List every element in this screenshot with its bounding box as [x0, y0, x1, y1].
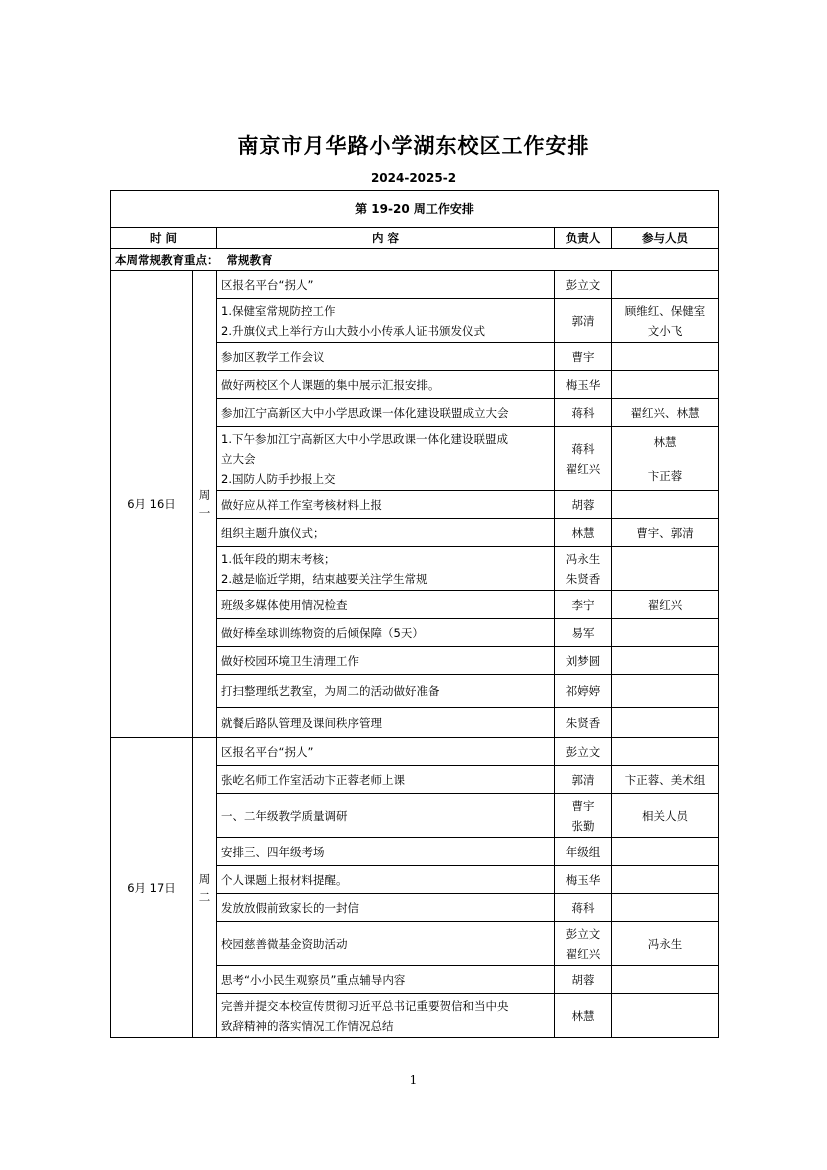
owner-name: 彭立文 — [565, 744, 601, 759]
task-participants-cell — [612, 619, 719, 647]
task-content-cell — [217, 766, 555, 794]
task-participants-cell — [612, 894, 719, 922]
task-line: 张屹名师工作室活动卞正蓉老师上课 — [221, 772, 405, 787]
table-header-row — [111, 228, 719, 249]
owner-name: 刘梦圆 — [565, 653, 601, 668]
task-participants-cell — [612, 343, 719, 371]
owner-name: 张勤 — [571, 818, 595, 833]
task-participants-cell — [612, 519, 719, 547]
task-line: 2.越是临近学期，结束越要关注学生常规 — [221, 571, 428, 586]
weekly-focus — [111, 249, 719, 271]
owner-name: 胡蓉 — [571, 972, 595, 987]
owner-name: 林慧 — [571, 525, 595, 540]
task-owner-cell — [555, 708, 612, 738]
owner-name: 翟红兴 — [565, 946, 601, 961]
owner-name: 彭立文 — [565, 277, 601, 292]
owner-name: 梅玉华 — [565, 872, 601, 887]
page-number: 1 — [409, 1073, 418, 1087]
participant-name: 翟红兴、林慧 — [630, 405, 700, 420]
task-owner-cell — [555, 343, 612, 371]
task-line: 校园慈善微基金资助活动 — [221, 936, 348, 951]
task-participants-cell — [612, 647, 719, 675]
task-line: 班级多媒体使用情况检查 — [221, 597, 348, 612]
participant-name: 曹宇、郭清 — [636, 525, 694, 540]
task-owner-cell — [555, 994, 612, 1038]
task-line: 致辞精神的落实情况工作情况总结 — [221, 1018, 394, 1033]
task-owner-cell — [555, 491, 612, 519]
header-time: 时 间 — [111, 228, 217, 249]
task-owner-cell — [555, 591, 612, 619]
task-line: 1.低年段的期末考核； — [221, 551, 336, 566]
owner-name: 李宁 — [571, 597, 595, 612]
week-title: 第 19-20 周工作安排 — [111, 191, 719, 228]
task-line: 完善并提交本校宣传贯彻习近平总书记重要贺信和当中央 — [221, 998, 509, 1013]
task-line: 个人课题上报材料提醒。 — [221, 872, 348, 887]
task-line: 区报名平台“拐人” — [221, 277, 314, 292]
task-content-cell — [217, 647, 555, 675]
task-participants-cell — [612, 675, 719, 708]
task-line: 就餐后路队管理及课间秩序管理 — [221, 715, 382, 730]
task-owner-cell — [555, 619, 612, 647]
task-content-cell — [217, 519, 555, 547]
task-participants-cell — [612, 866, 719, 894]
participant-name: 卞正蓉、美术组 — [624, 772, 706, 787]
task-participants-cell — [612, 371, 719, 399]
task-line: 1.下午参加江宁高新区大中小学思政课一体化建设联盟成 — [221, 431, 508, 446]
task-content-cell — [217, 619, 555, 647]
task-line: 参加江宁高新区大中小学思政课一体化建设联盟成立大会 — [221, 405, 509, 420]
task-participants-cell — [612, 591, 719, 619]
owner-name: 梅玉华 — [565, 377, 601, 392]
task-participants-cell — [612, 491, 719, 519]
participant-name: 冯永生 — [647, 936, 683, 951]
task-owner-cell — [555, 647, 612, 675]
participant-name: 翟红兴 — [647, 597, 683, 612]
task-content-cell — [217, 866, 555, 894]
owner-name: 蒋科 — [571, 405, 595, 420]
task-line: 做好校园环境卫生清理工作 — [221, 653, 359, 668]
task-line: 发放放假前致家长的一封信 — [221, 900, 359, 915]
task-line: 做好棒垒球训练物资的后倾保障（5天） — [221, 625, 424, 640]
task-content-cell — [217, 922, 555, 966]
weekly-focus-label: 本周常规教育重点： — [115, 252, 219, 267]
task-owner-cell — [555, 966, 612, 994]
task-participants-cell — [612, 399, 719, 427]
task-owner-cell — [555, 299, 612, 343]
owner-name: 郭清 — [571, 772, 595, 787]
task-content-cell — [217, 838, 555, 866]
header-owner: 负责人 — [555, 228, 612, 249]
task-line: 立大会 — [221, 451, 256, 466]
owner-name: 林慧 — [571, 1008, 595, 1023]
participant-name: 顾维红、保健室 — [624, 303, 706, 318]
task-line: 安排三、四年级考场 — [221, 844, 325, 859]
task-line: 2.国防人防手抄报上交 — [221, 471, 336, 486]
task-line: 一、二年级教学质量调研 — [221, 808, 348, 823]
task-participants-cell — [612, 547, 719, 591]
task-content-cell — [217, 894, 555, 922]
task-owner-cell — [555, 794, 612, 838]
task-content-cell — [217, 427, 555, 491]
participant-name: 相关人员 — [642, 808, 688, 823]
task-owner-cell — [555, 271, 612, 299]
task-participants-cell — [612, 966, 719, 994]
owner-name: 朱贤香 — [565, 571, 601, 586]
owner-name: 郭清 — [571, 313, 595, 328]
task-line: 做好应从祥工作室考核材料上报 — [221, 497, 382, 512]
task-content-cell — [217, 371, 555, 399]
task-content-cell — [217, 708, 555, 738]
task-content-cell — [217, 966, 555, 994]
weekday-char: 周 — [198, 488, 211, 502]
task-participants-cell — [612, 994, 719, 1038]
day-date-cell: 6月 16日 — [111, 271, 193, 738]
task-content-cell — [217, 794, 555, 838]
task-content-cell — [217, 738, 555, 766]
day-date-cell: 6月 17日 — [111, 738, 193, 1038]
task-participants-cell — [612, 427, 719, 491]
task-line: 组织主题升旗仪式； — [221, 525, 325, 540]
task-owner-cell — [555, 547, 612, 591]
task-owner-cell — [555, 766, 612, 794]
owner-name: 易军 — [571, 625, 595, 640]
task-line: 1.保健室常规防控工作 — [221, 303, 336, 318]
task-owner-cell — [555, 427, 612, 491]
task-content-cell — [217, 547, 555, 591]
task-participants-cell — [612, 738, 719, 766]
weekday-cell — [193, 271, 217, 738]
task-participants-cell — [612, 271, 719, 299]
weekday-char: 周 — [198, 871, 211, 886]
owner-name: 冯永生 — [565, 551, 601, 566]
task-content-cell — [217, 675, 555, 708]
task-participants-cell — [612, 299, 719, 343]
participant-name: 文小飞 — [647, 323, 683, 338]
task-line: 做好两校区个人课题的集中展示汇报安排。 — [221, 377, 440, 392]
task-participants-cell — [612, 794, 719, 838]
participant-name: 林慧 — [653, 434, 677, 449]
task-content-cell — [217, 491, 555, 519]
header-participants: 参与人员 — [612, 228, 719, 249]
schedule-table — [110, 190, 719, 1038]
task-participants-cell — [612, 922, 719, 966]
task-owner-cell — [555, 922, 612, 966]
owner-name: 翟红兴 — [565, 461, 601, 476]
task-content-cell — [217, 994, 555, 1038]
weekday-char: 一 — [198, 506, 211, 520]
task-content-cell — [217, 299, 555, 343]
weekday-cell — [193, 738, 217, 1038]
task-content-cell — [217, 591, 555, 619]
task-owner-cell — [555, 675, 612, 708]
task-participants-cell — [612, 708, 719, 738]
task-owner-cell — [555, 894, 612, 922]
owner-name: 曹宇 — [571, 798, 595, 813]
header-content: 内 容 — [217, 228, 555, 249]
table-row — [111, 738, 719, 766]
task-line: 参加区教学工作会议 — [221, 349, 325, 364]
owner-name: 彭立文 — [565, 926, 601, 941]
participant-name — [616, 452, 714, 466]
document-title: 南京市月华路小学湖东校区工作安排 — [237, 133, 590, 158]
owner-name: 曹宇 — [571, 349, 595, 364]
task-line: 2.升旗仪式上举行方山大鼓小小传承人证书颁发仪式 — [221, 323, 485, 338]
task-participants-cell — [612, 766, 719, 794]
task-content-cell — [217, 399, 555, 427]
task-content-cell — [217, 343, 555, 371]
task-owner-cell — [555, 519, 612, 547]
task-owner-cell — [555, 738, 612, 766]
school-year-code: 2024-2025-2 — [370, 171, 457, 185]
task-owner-cell — [555, 399, 612, 427]
task-owner-cell — [555, 371, 612, 399]
owner-name: 祁婷婷 — [565, 684, 601, 698]
owner-name: 胡蓉 — [571, 497, 595, 512]
owner-name: 年级组 — [565, 844, 601, 859]
owner-name: 蒋科 — [571, 441, 595, 456]
task-line: 思考“小小民生观察员”重点辅导内容 — [221, 972, 406, 987]
table-row — [111, 271, 719, 299]
weekday-char: 二 — [198, 889, 211, 904]
task-line: 区报名平台“拐人” — [221, 744, 314, 759]
owner-name: 朱贤香 — [565, 715, 601, 730]
task-line: 打扫整理纸艺教室，为周二的活动做好准备 — [221, 684, 440, 698]
task-owner-cell — [555, 838, 612, 866]
task-owner-cell — [555, 866, 612, 894]
participant-name: 卞正蓉 — [647, 468, 683, 483]
task-participants-cell — [612, 838, 719, 866]
owner-name: 蒋科 — [571, 900, 595, 915]
weekly-focus-value: 常规教育 — [226, 252, 273, 267]
task-content-cell — [217, 271, 555, 299]
